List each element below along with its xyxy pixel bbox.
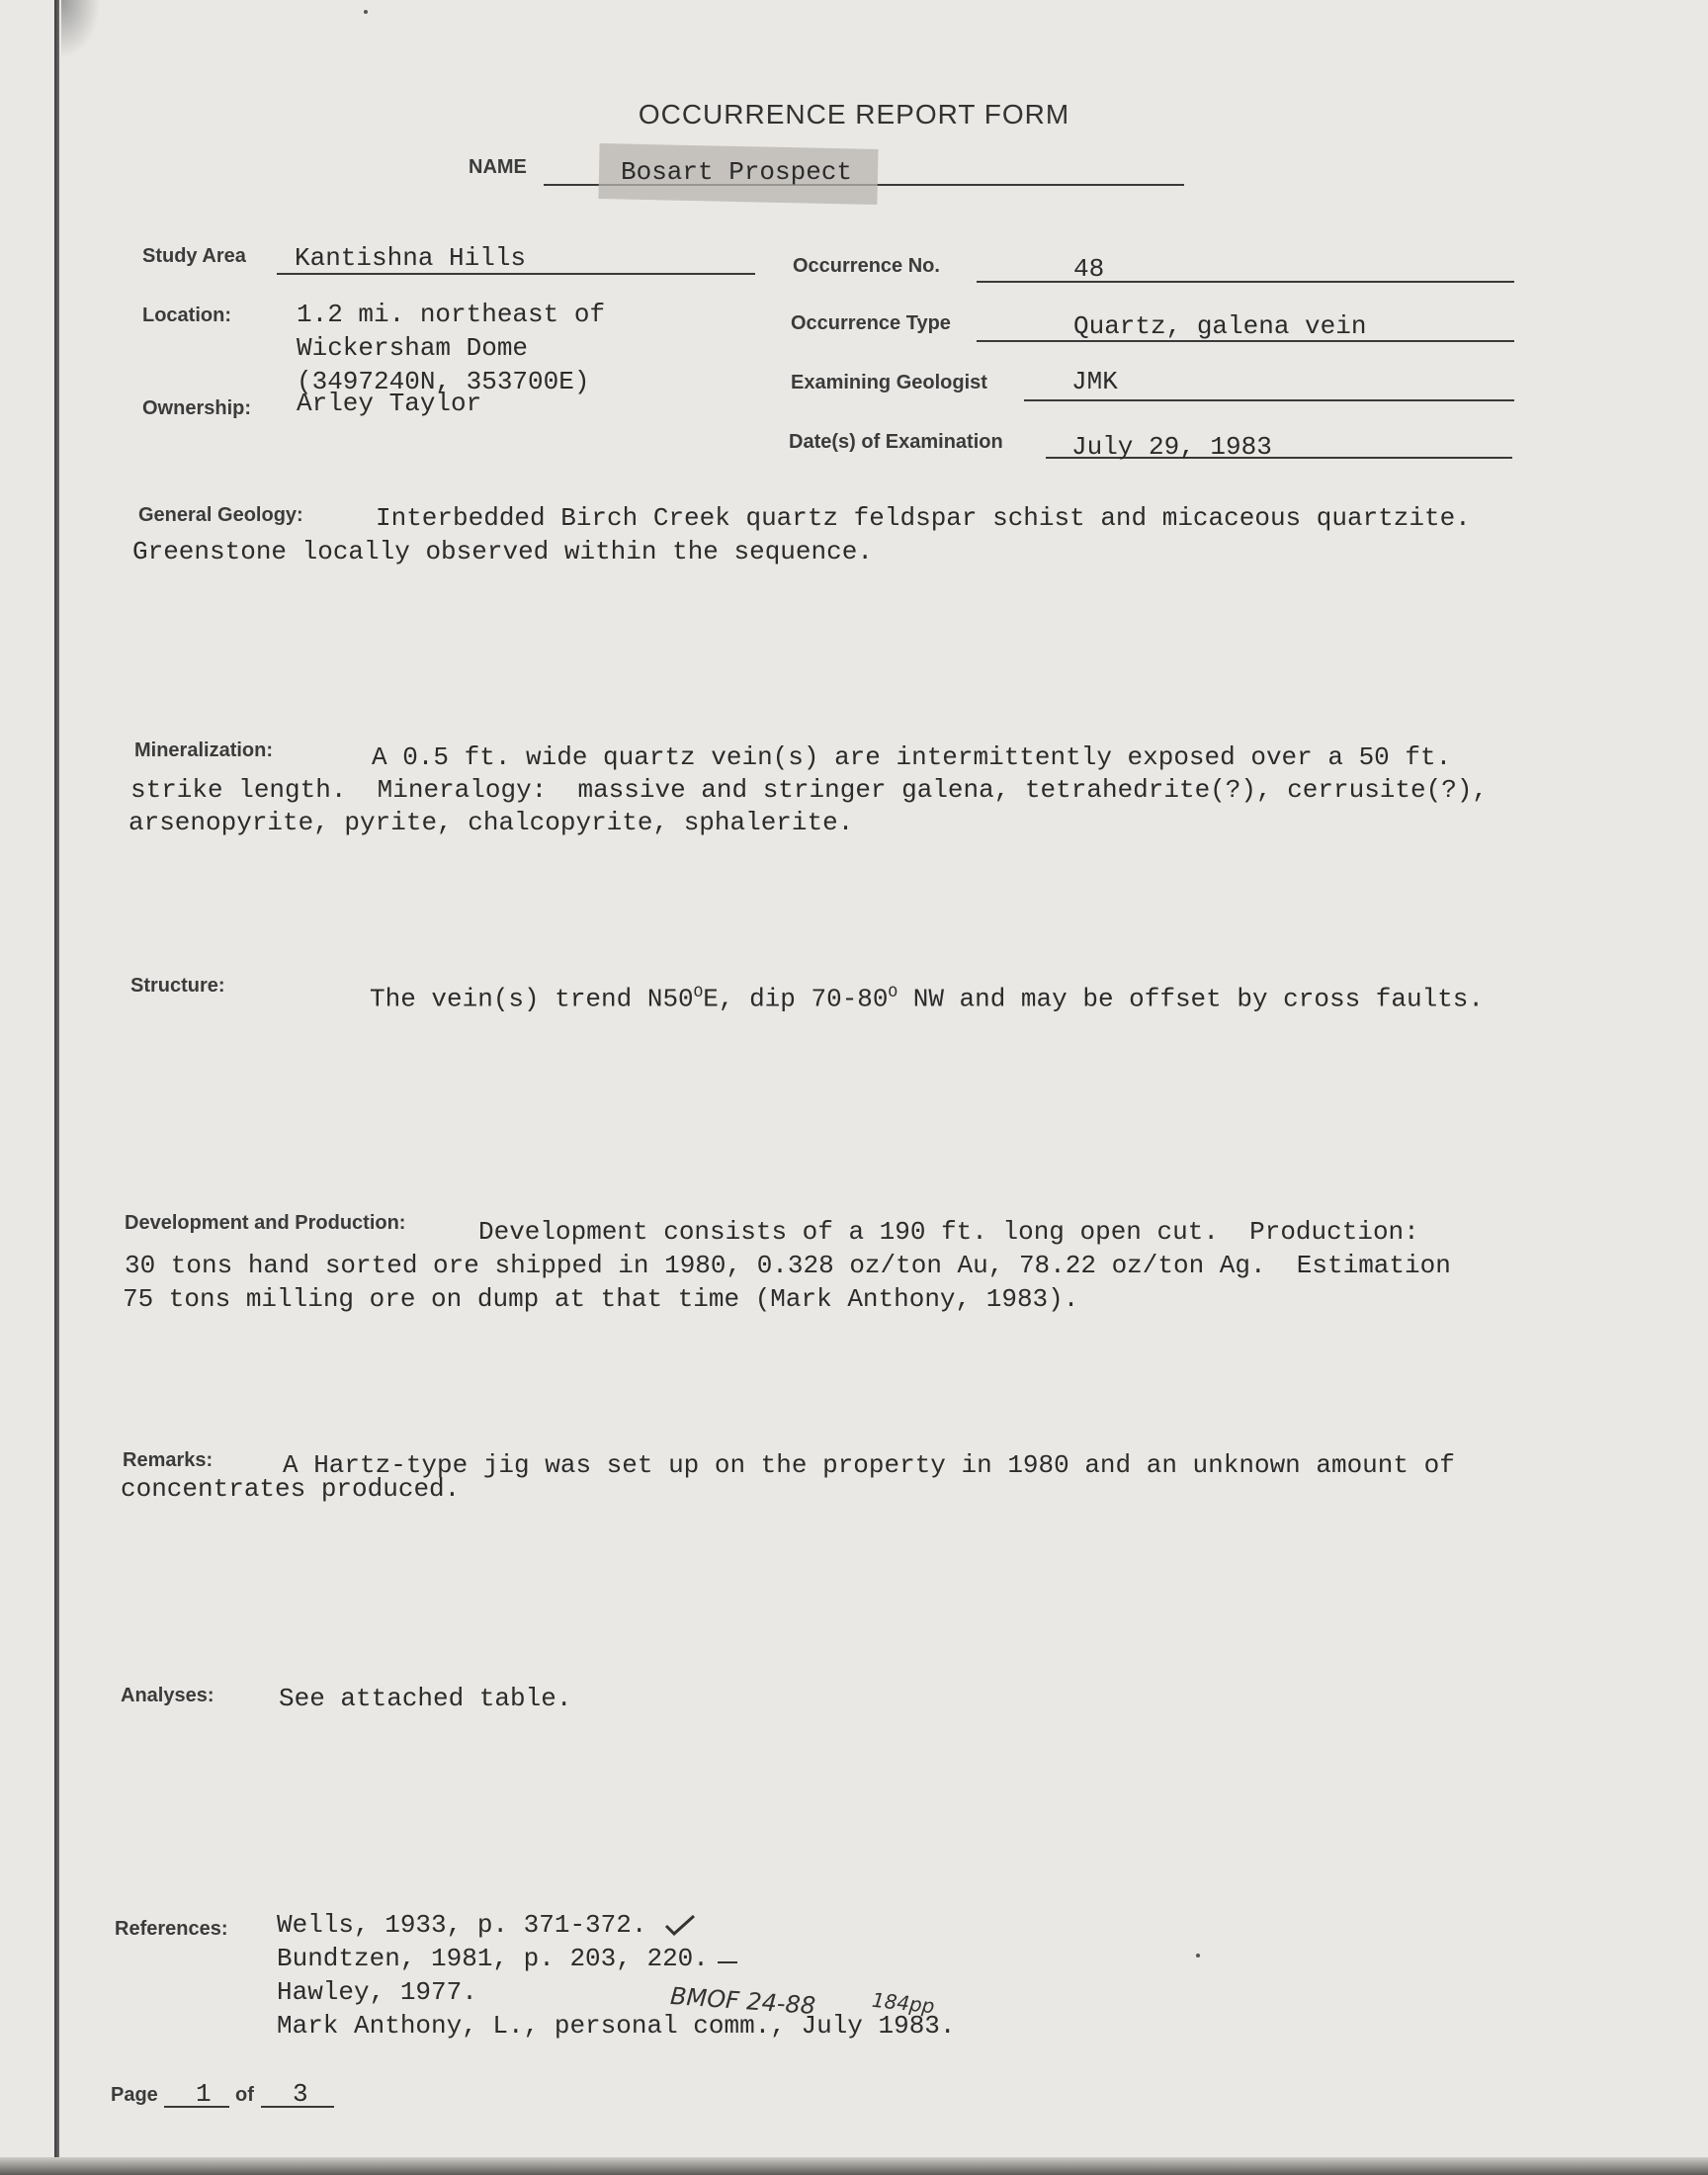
analyses-value: See attached table. (279, 1684, 572, 1713)
remarks-line-2: concentrates produced. (121, 1474, 461, 1504)
references-list (277, 1908, 956, 2043)
mineralization-label: Mineralization: (134, 740, 274, 761)
page-number: 1 (196, 2079, 212, 2109)
scan-corner-mark (61, 0, 101, 59)
structure-label: Structure: (130, 975, 225, 997)
occurrence-no-underline (977, 281, 1514, 283)
mineralization-line-1: A 0.5 ft. wide quartz vein(s) are intermittently exposed over a 50 ft. (372, 742, 1452, 772)
scan-speck (1196, 1954, 1200, 1958)
general-geology-line-2: Greenstone locally observed within the sequence. (132, 537, 873, 566)
occurrence-no-label: Occurrence No. (793, 255, 940, 277)
references-label: References: (115, 1918, 228, 1940)
analyses-label: Analyses: (121, 1685, 214, 1706)
mineralization-line-2: strike length. Mineralogy: massive and stringer galena, tetrahedrite(?), cerrusite(?), (130, 775, 1489, 805)
degree-symbol: O (888, 984, 898, 1001)
development-line-1: Development consists of a 190 ft. long open cut. Production: (478, 1217, 1419, 1247)
location-label: Location: (142, 304, 231, 326)
general-geology-label: General Geology: (138, 504, 303, 526)
occurrence-type-value: Quartz, galena vein (1073, 311, 1367, 341)
reference-item: Mark Anthony, L., personal comm., July 1983. (277, 2011, 956, 2041)
ownership-label: Ownership: (142, 397, 252, 419)
ownership-value: Arley Taylor (297, 389, 482, 418)
checkmark-icon (664, 1912, 696, 1936)
name-value: Bosart Prospect (621, 157, 853, 187)
occurrence-no-value: 48 (1073, 254, 1105, 284)
structure-text-pre: The vein(s) trend N50 (370, 984, 694, 1014)
handwritten-note: BMOF 24-88 (669, 1981, 817, 2021)
location-line-1: 1.2 mi. northeast of (297, 300, 606, 329)
study-area-value: Kantishna Hills (295, 243, 527, 273)
scan-speck (364, 10, 368, 14)
remarks-label: Remarks: (123, 1449, 214, 1471)
examining-geologist-underline (1024, 399, 1514, 401)
mineralization-line-3: arsenopyrite, pyrite, chalcopyrite, sphalerite. (128, 808, 854, 837)
structure-text-post: NW and may be offset by cross faults. (897, 984, 1485, 1014)
form-title: OCCURRENCE REPORT FORM (638, 99, 1070, 130)
dash-mark (718, 1961, 737, 1963)
dates-value: July 29, 1983 (1071, 432, 1272, 462)
location-line-3: (3497240N, 353700E) (297, 367, 590, 396)
page-label: Page (111, 2084, 158, 2106)
of-label: of (235, 2084, 254, 2106)
development-label: Development and Production: (125, 1212, 406, 1234)
dates-label: Date(s) of Examination (789, 431, 1003, 453)
study-area-label: Study Area (142, 245, 246, 267)
page-total: 3 (293, 2079, 308, 2109)
structure-text (370, 977, 1484, 1016)
examining-geologist-value: JMK (1071, 367, 1118, 396)
remarks-line-1: A Hartz-type jig was set up on the property in 1980 and an unknown amount of (283, 1450, 1455, 1480)
degree-symbol: O (693, 984, 704, 1001)
location-line-2: Wickersham Dome (297, 333, 529, 363)
structure-text-mid: E, dip 70-80 (703, 984, 889, 1014)
examining-geologist-label: Examining Geologist (791, 372, 987, 393)
scan-page-edge (54, 0, 59, 2175)
development-line-2: 30 tons hand sorted ore shipped in 1980, 0.328 oz/ton Au, 78.22 oz/ton Ag. Estimation (125, 1251, 1451, 1280)
scan-bottom-edge (0, 2157, 1708, 2175)
reference-item: Wells, 1933, p. 371-372. (277, 1910, 647, 1940)
handwritten-pages: 184pp (870, 1987, 936, 2019)
development-line-3: 75 tons milling ore on dump at that time (Mark Anthony, 1983). (123, 1284, 1079, 1314)
general-geology-line-1: Interbedded Birch Creek quartz feldspar schist and micaceous quartzite. (376, 503, 1471, 533)
reference-item: Bundtzen, 1981, p. 203, 220. (277, 1944, 709, 1973)
name-label: NAME (469, 156, 527, 178)
reference-item: Hawley, 1977. (277, 1977, 477, 2007)
occurrence-type-label: Occurrence Type (791, 312, 951, 334)
